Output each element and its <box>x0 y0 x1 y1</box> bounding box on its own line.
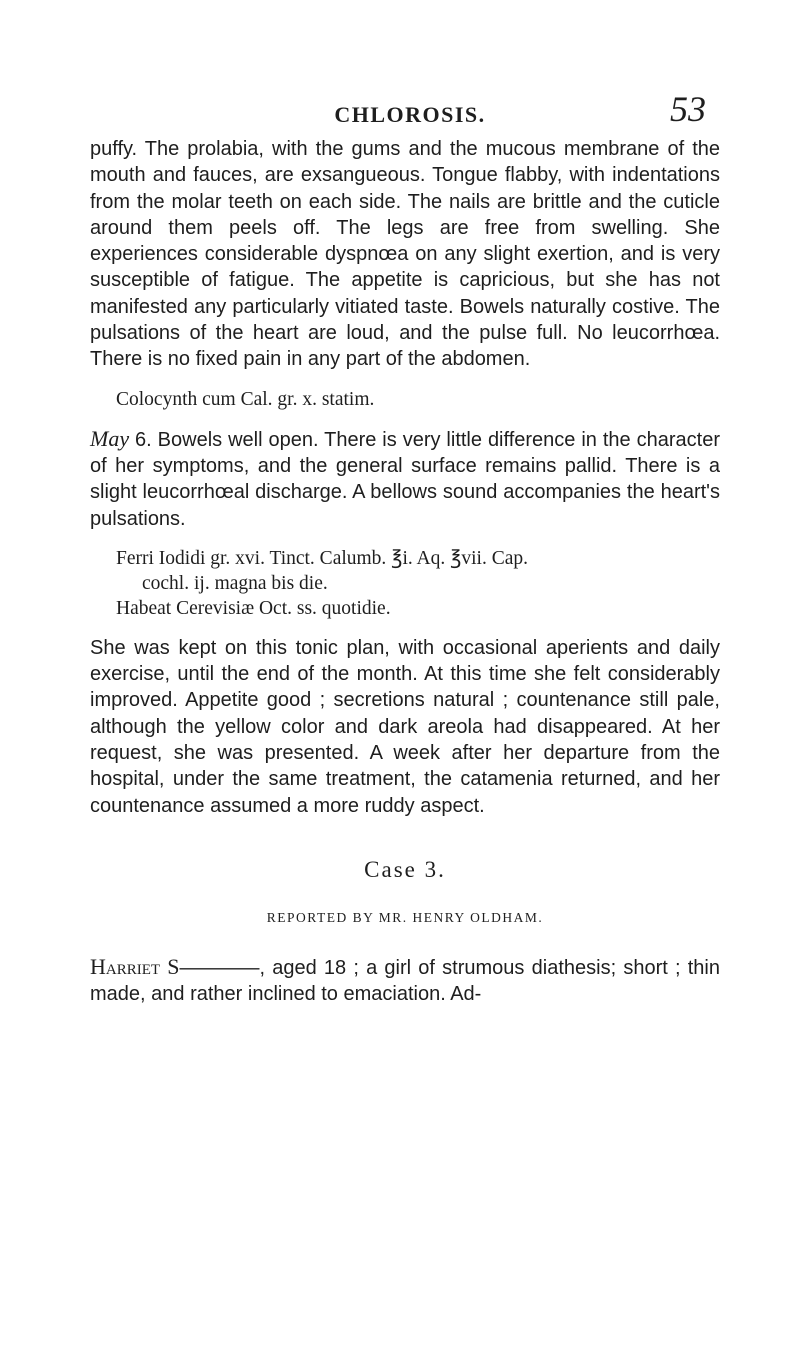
prescription-line-2: cochl. ij. magna bis die. <box>142 572 328 594</box>
patient-name: Harriet S <box>90 953 180 979</box>
paragraph-may-6-text: 6. Bowels well open. There is very little difference in the character of her symptoms, and the general surface remains pallid. There is a slight leucorrhœal discharge. A bellows sound accompanies the heart's pulsations. <box>90 428 720 530</box>
paragraph-may-6 <box>90 426 720 532</box>
prescription-line: Colocynth cum Cal. gr. x. statim. <box>116 388 375 410</box>
paragraph-case-3-text: , aged 18 ; a girl of strumous diathesis; short ; thin made, and rather inclined to emaciation. Ad- <box>90 956 720 1005</box>
prescription-line-3: Habeat Cerevisiæ Oct. ss. quotidie. <box>116 597 391 619</box>
running-head <box>60 80 760 129</box>
prescription-colocynth <box>90 387 720 412</box>
page-number: 53 <box>670 89 706 129</box>
prescription-line-1: Ferri Iodidi gr. xvi. Tinct. Calumb. ℥i. Aq. ℥vii. Cap. <box>116 547 529 569</box>
paragraph-symptoms: puffy. The prolabia, with the gums and the mucous membrane of the mouth and fauces, are exsangueous. Tongue flabby, with indentations from the molar teeth on each side. The nails are brittle and the cuticle around them peels off. The legs are free from swelling. She experiences considerable dyspnœa on any slight exertion, and is very susceptible of fatigue. The appetite is capricious, but she has not manifested any particularly vitiated taste. Bowels naturally costive. The pulsations of the heart are loud, and the pulse full. No leucorrhœa. There is no fixed pain in any part of the abdomen. <box>90 138 720 371</box>
prescription-ferri-iodidi <box>90 546 720 621</box>
entry-date: May <box>90 425 130 451</box>
reporter-line: REPORTED BY MR. HENRY OLDHAM. <box>266 910 544 926</box>
page-body <box>90 136 720 1007</box>
case-heading: Case 3. <box>364 856 446 882</box>
name-dash: ———— <box>179 956 260 979</box>
paragraph-tonic-plan: She was kept on this tonic plan, with occasional aperients and daily exercise, until the end of the month. At this time she felt considerably improved. Appetite good ; secretions natural ; countenance still pale, although the yellow color and dark areola had disappeared. At her request, she was presented. A week after her departure from the hospital, under the same treatment, the catamenia returned, and her countenance assumed a more ruddy aspect. <box>90 636 720 817</box>
paragraph-case-3 <box>90 954 720 1008</box>
running-title: CHLOROSIS. <box>334 102 486 127</box>
